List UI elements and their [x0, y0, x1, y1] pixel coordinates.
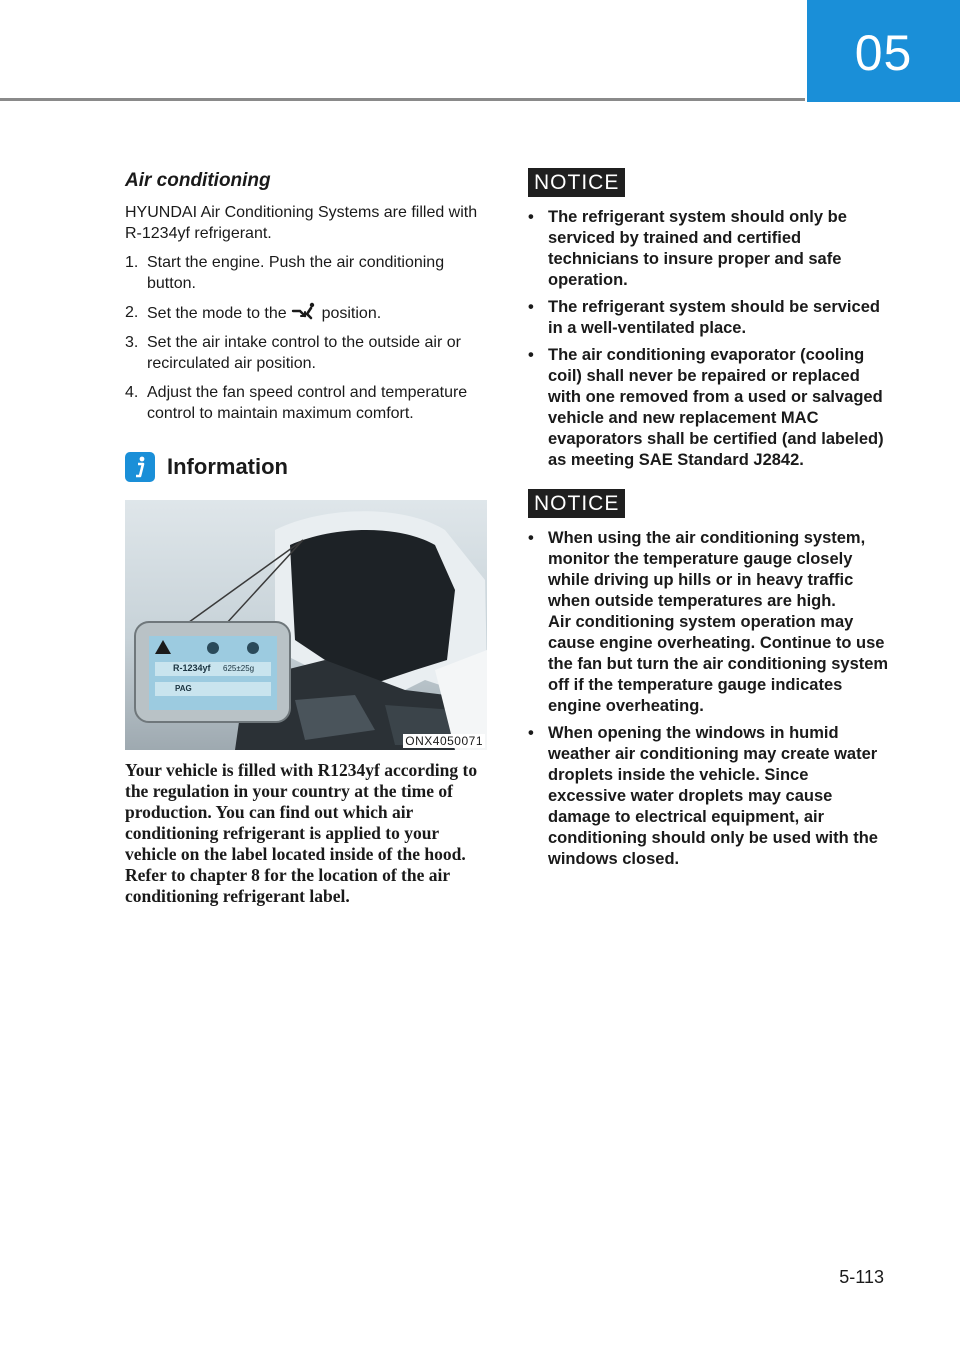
refrigerant-label-figure [125, 500, 487, 750]
figure-code: ONX4050071 [405, 734, 483, 748]
notice-text: The air conditioning evaporator (cooling coil) shall never be repaired or replaced with one removed from a used or salvaged vehicle and new replacement MAC evaporators shall be certified (and labeled) as meeting SAE Standard J2842. [548, 346, 884, 469]
step-item [125, 302, 487, 324]
notice-item [528, 345, 890, 471]
step-number: 4. [125, 384, 139, 401]
info-title: Information [167, 454, 288, 479]
chapter-tab: 05 [807, 0, 960, 102]
notice-item [528, 207, 890, 291]
figure-caption: Your vehicle is filled with R1234yf according to the regulation in your country at the time of production. You can find out which air conditioning refrigerant is applied to your vehicle on the label located inside of the hood. Refer to chapter 8 for the location of the air conditioning refrigerant label. [125, 760, 478, 906]
notice-item [528, 297, 890, 339]
notice-label: NOTICE [528, 168, 625, 197]
info-icon [125, 452, 155, 482]
steps-list [125, 252, 487, 424]
step-text: Start the engine. Push the air conditioning button. [147, 254, 445, 292]
step-number: 3. [125, 334, 139, 351]
step-text: Adjust the fan speed control and temperature control to maintain maximum comfort. [147, 384, 468, 422]
step-number: 2. [125, 304, 139, 321]
label-oil-text: PAG [175, 684, 192, 693]
header-rule [0, 98, 805, 101]
step-text: Set the air intake control to the outside air or recirculated air position. [147, 334, 461, 372]
step-item [125, 382, 487, 424]
intro-paragraph: HYUNDAI Air Conditioning Systems are filled with R-1234yf refrigerant. [125, 204, 478, 242]
step-item [125, 332, 487, 374]
step-text [147, 302, 487, 324]
bullet: • [528, 298, 534, 316]
label-amount-text: 625±25g [223, 664, 255, 673]
step-number: 1. [125, 254, 139, 271]
step-text-after: position. [321, 305, 382, 322]
step-item [125, 252, 487, 294]
notice-list [528, 207, 890, 471]
notice-item [528, 528, 890, 717]
bullet: • [528, 346, 534, 364]
bullet: • [528, 724, 534, 742]
right-column [528, 168, 890, 888]
floor-vent-mode-icon [291, 302, 317, 320]
engine-bay-illustration [125, 500, 487, 750]
section-title: Air conditioning [125, 170, 271, 191]
bullet: • [528, 208, 534, 226]
notice-list [528, 528, 890, 870]
bullet: • [528, 529, 534, 547]
notice-text: When using the air conditioning system, monitor the temperature gauge closely while driving up hills or in heavy traffic when outside temperatures are high. Air conditioning system operation may cause engine overheating. Continue to use the fan but turn the air conditioning system off if the temperature gauge indicates engine overheating. [548, 529, 889, 715]
notice-text: When opening the windows in humid weather air conditioning may create water droplets inside the vehicle. Since excessive water droplets may cause damage to electrical equipment, air conditioning should only be used with the windows closed. [548, 724, 878, 868]
notice-text: The refrigerant system should be serviced in a well-ventilated place. [548, 298, 880, 337]
label-refrigerant-text: R-1234yf [173, 663, 211, 673]
step-text-before: Set the mode to the [147, 305, 287, 322]
notice-text: The refrigerant system should only be serviced by trained and certified technicians to insure proper and safe operation. [548, 208, 847, 289]
notice-label: NOTICE [528, 489, 625, 518]
notice-item [528, 723, 890, 870]
info-heading [125, 452, 487, 482]
left-column [125, 170, 487, 907]
page-number: 5-113 [839, 1267, 884, 1287]
